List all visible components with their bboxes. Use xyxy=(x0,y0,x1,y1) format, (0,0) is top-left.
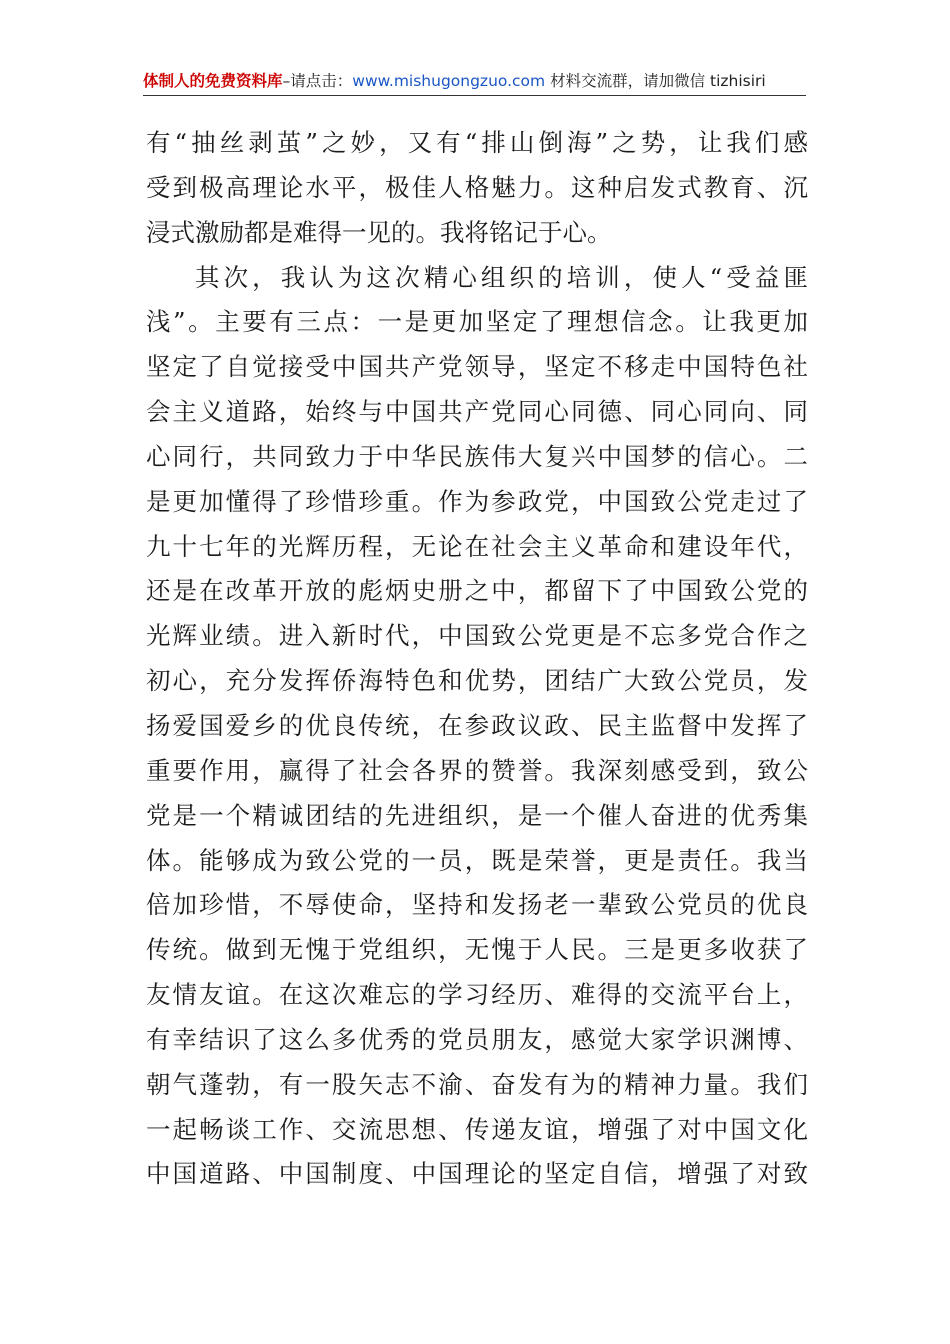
text-line: 党是一个精诚团结的先进组织，是一个催人奋进的优秀集 xyxy=(146,800,808,830)
text-line: 扬爱国爱乡的优良传统，在参政议政、民主监督中发挥了 xyxy=(146,710,808,740)
text-line: 还是在改革开放的彪炳史册之中，都留下了中国致公党的 xyxy=(146,576,808,606)
header-click-prompt: 请点击： xyxy=(290,72,353,90)
header-divider xyxy=(143,95,806,96)
text-line: 浸式激励都是难得一见的。我将铭记于心。 xyxy=(146,217,612,247)
text-line: 受到极高理论水平，极佳人格魅力。这种启发式教育、沉 xyxy=(146,172,808,202)
text-line: 倍加珍惜，不辱使命，坚持和发扬老一辈致公党员的优良 xyxy=(146,890,808,920)
body-text xyxy=(146,121,808,1197)
text-line: 体。能够成为致公党的一员，既是荣誉，更是责任。我当 xyxy=(146,845,808,875)
text-line: 光辉业绩。进入新时代，中国致公党更是不忘多党合作之 xyxy=(146,621,808,651)
text-line: 一起畅谈工作、交流思想、传递友谊，增强了对中国文化 xyxy=(146,1114,808,1144)
text-line: 初心，充分发挥侨海特色和优势，团结广大致公党员，发 xyxy=(146,666,808,696)
page-header xyxy=(143,68,806,94)
header-url-link[interactable]: www.mishugongzuo.com xyxy=(352,72,546,90)
text-line: 友情友谊。在这次难忘的学习经历、难得的交流平台上， xyxy=(146,980,808,1010)
text-line: 坚定了自觉接受中国共产党领导，坚定不移走中国特色社 xyxy=(146,352,808,382)
text-line: 是更加懂得了珍惜珍重。作为参政党，中国致公党走过了 xyxy=(146,486,808,516)
text-line: 传统。做到无愧于党组织，无愧于人民。三是更多收获了 xyxy=(146,935,808,965)
text-line: 心同行，共同致力于中华民族伟大复兴中国梦的信心。二 xyxy=(146,441,808,471)
text-line: 九十七年的光辉历程，无论在社会主义革命和建设年代， xyxy=(146,531,808,561)
text-line: 有“抽丝剥茧”之妙，又有“排山倒海”之势，让我们感 xyxy=(146,128,808,157)
header-brand: 体制人的免费资料库 xyxy=(143,72,283,90)
text-line: 朝气蓬勃，有一股矢志不渝、奋发有为的精神力量。我们 xyxy=(146,1069,808,1099)
text-line: 会主义道路，始终与中国共产党同心同德、同心同向、同 xyxy=(146,397,808,427)
text-line: 浅”。主要有三点：一是更加坚定了理想信念。让我更加 xyxy=(146,307,808,337)
text-line: 其次，我认为这次精心组织的培训，使人“受益匪 xyxy=(195,262,808,292)
text-line: 有幸结识了这么多优秀的党员朋友，感觉大家学识渊博、 xyxy=(146,1024,808,1054)
header-dash: – xyxy=(282,72,291,90)
text-line: 中国道路、中国制度、中国理论的坚定自信，增强了对致 xyxy=(146,1159,808,1189)
header-group-text: 材料交流群，请加微信 tizhisiri xyxy=(545,72,766,90)
text-line: 重要作用，赢得了社会各界的赞誉。我深刻感受到，致公 xyxy=(146,755,808,785)
